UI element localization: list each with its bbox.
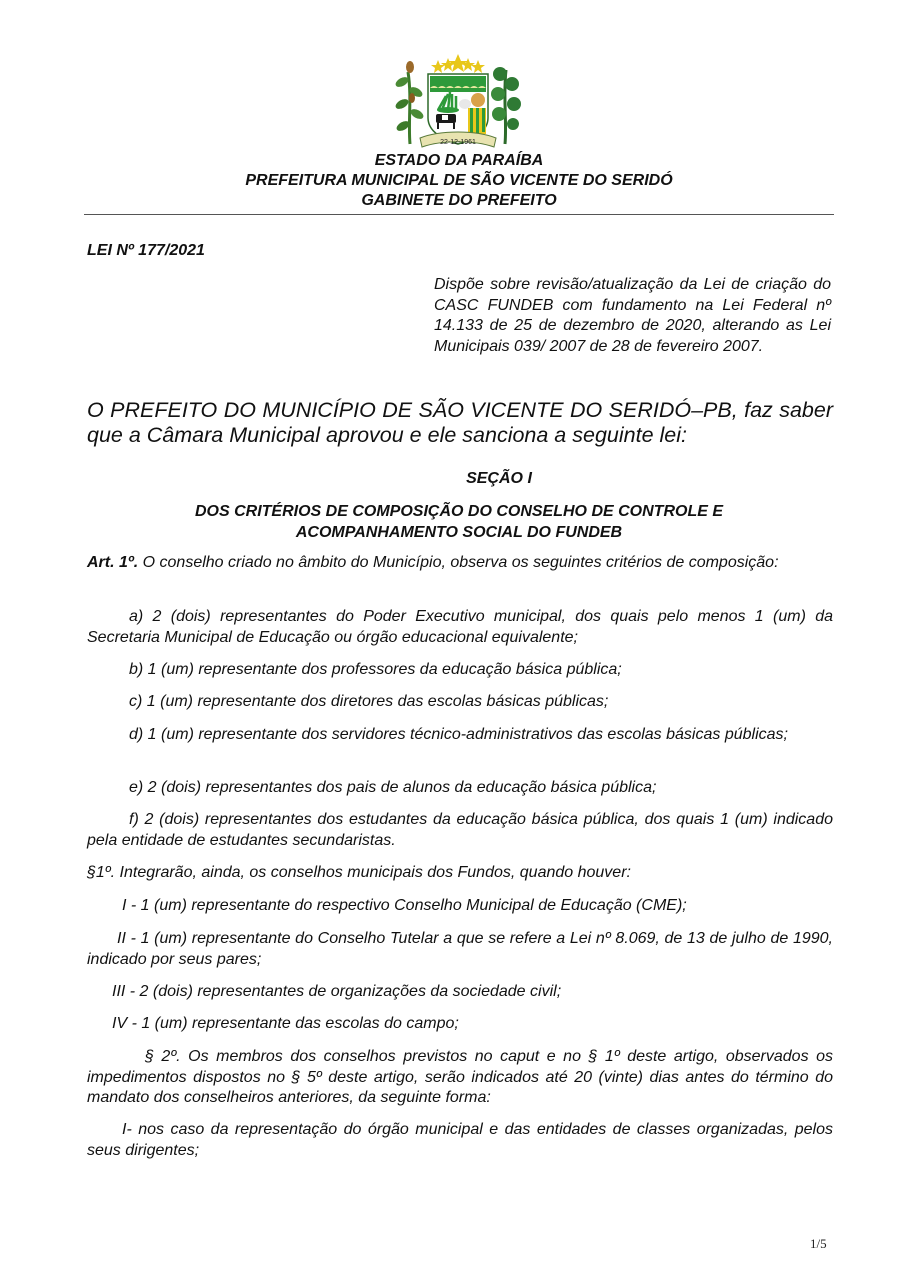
header-divider bbox=[84, 214, 834, 215]
article-1-item-f: f) 2 (dois) representantes dos estudantes da educação básica pública, dos quais 1 (um) indicado pela entidade de estudantes secundaristas. bbox=[87, 811, 833, 849]
preamble-line-1: O PREFEITO DO MUNICÍPIO DE SÃO VICENTE DO SERIDÓ–PB, faz saber bbox=[87, 398, 833, 422]
svg-text:22-12-1961: 22-12-1961 bbox=[440, 139, 476, 146]
article-1-item-d: d) 1 (um) representante dos servidores técnico-administrativos das escolas básicas públicas; bbox=[129, 726, 788, 743]
document-header bbox=[84, 151, 834, 211]
section-subtitle-line-1: DOS CRITÉRIOS DE COMPOSIÇÃO DO CONSELHO DE CONTROLE E bbox=[194, 503, 724, 520]
article-1-item-a: a) 2 (dois) representantes do Poder Executivo municipal, dos quais pelo menos 1 (um) da Secretaria Municipal de Educação ou órgão educacional equivalente; bbox=[87, 608, 833, 646]
law-preamble bbox=[87, 398, 833, 448]
section-subtitle bbox=[84, 501, 834, 543]
header-prefeitura: PREFEITURA MUNICIPAL DE SÃO VICENTE DO SERIDÓ bbox=[245, 172, 673, 189]
paragraph-1-item-iv: IV - 1 (um) representante das escolas do campo; bbox=[112, 1015, 459, 1032]
article-1-item-e: e) 2 (dois) representantes dos pais de alunos da educação básica pública; bbox=[129, 779, 657, 796]
header-gabinete: GABINETE DO PREFEITO bbox=[361, 192, 557, 209]
article-1-text: O conselho criado no âmbito do Município, observa os seguintes critérios de composição: bbox=[138, 554, 779, 571]
law-ementa: Dispõe sobre revisão/atualização da Lei de criação do CASC FUNDEB com fundamento na Lei Federal nº 14.133 de 25 de dezembro de 2020, alterando as Lei Municipais 039/ 2007 de 28 de fevereiro 2007. bbox=[434, 276, 831, 355]
article-1-label: Art. 1º. bbox=[87, 554, 139, 571]
law-number: LEI Nº 177/2021 bbox=[87, 242, 205, 259]
paragraph-1-item-ii: II - 1 (um) representante do Conselho Tutelar a que se refere a Lei nº 8.069, de 13 de julho de 1990, indicado por seus pares; bbox=[87, 930, 833, 968]
paragraph-1: §1º. Integrarão, ainda, os conselhos municipais dos Fundos, quando houver: bbox=[87, 864, 631, 881]
preamble-line-2: que a Câmara Municipal aprovou e ele sanciona a seguinte lei: bbox=[87, 423, 687, 447]
paragraph-2-item-i: I- nos caso da representação do órgão municipal e das entidades de classes organizadas, pelos seus dirigentes; bbox=[87, 1121, 833, 1159]
paragraph-2: § 2º. Os membros dos conselhos previstos no caput e no § 1º deste artigo, observados os impedimentos dispostos no § 5º deste artigo, serão indicados até 20 (vinte) dias antes do término do mandato dos conselheiros anteriores, da seguinte forma: bbox=[87, 1048, 833, 1106]
municipal-crest-icon bbox=[390, 52, 525, 150]
section-subtitle-line-2: ACOMPANHAMENTO SOCIAL DO FUNDEB bbox=[295, 524, 623, 541]
header-state: ESTADO DA PARAÍBA bbox=[374, 152, 544, 169]
page-number: 1/5 bbox=[810, 1236, 827, 1251]
paragraph-1-item-i: I - 1 (um) representante do respectivo Conselho Municipal de Educação (CME); bbox=[122, 897, 687, 914]
article-1-caput bbox=[87, 553, 833, 574]
article-1-item-c: c) 1 (um) representante dos diretores das escolas básicas públicas; bbox=[129, 693, 609, 710]
paragraph-1-item-iii: III - 2 (dois) representantes de organizações da sociedade civil; bbox=[112, 983, 562, 1000]
article-1-item-b: b) 1 (um) representante dos professores da educação básica pública; bbox=[129, 661, 622, 678]
section-title: SEÇÃO I bbox=[466, 470, 532, 487]
